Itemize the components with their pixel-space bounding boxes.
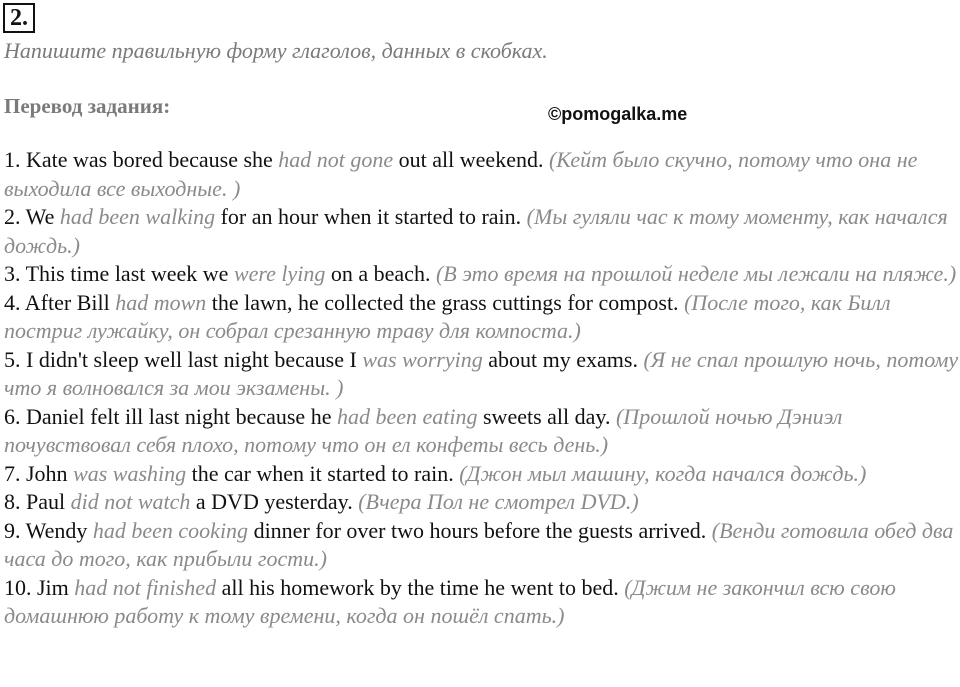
sentence-start: Daniel felt ill last night because he: [26, 403, 337, 429]
item-number: 1.: [4, 147, 21, 172]
russian-translation: (После того, как Билл постриг лужайку, он собрал срезанную траву для компоста.): [4, 289, 891, 343]
sentence-start: This time last week we: [25, 261, 234, 286]
sentence-end: about my exams.: [482, 346, 644, 372]
answer-verb: was worrying: [362, 346, 483, 372]
list-item: [4, 346, 960, 403]
sentence-start: I didn't sleep well last night because I: [26, 346, 363, 372]
item-number: 10.: [4, 574, 32, 600]
answer-verb: had not gone: [278, 147, 394, 172]
russian-translation: (Вчера Пол не смотрел DVD.): [358, 489, 639, 514]
russian-translation: (В это время на прошлой неделе мы лежали на пляже.): [435, 261, 957, 286]
sentence-end: all his homework by the time he went to bed.: [216, 574, 625, 600]
answer-verb: had not finished: [74, 574, 217, 600]
list-item: [4, 146, 960, 203]
item-number: 7.: [4, 460, 21, 486]
list-item: [4, 517, 960, 574]
list-item: [4, 260, 960, 289]
sentence-end: dinner for over two hours before the guests arrived.: [248, 517, 712, 543]
sentence-start: Paul: [26, 489, 71, 514]
russian-translation: (Джим не закончил всю свою домашнюю работу к тому времени, когда он пошёл спать.): [4, 574, 896, 628]
task-number-box: 2.: [3, 3, 35, 33]
sentence-start: Jim: [37, 574, 75, 600]
list-item: [4, 460, 960, 489]
translation-heading: Перевод задания:: [4, 94, 171, 118]
item-number: 9.: [4, 517, 21, 543]
sentence-end: for an hour when it started to rain.: [215, 204, 527, 229]
sentence-start: We: [25, 204, 60, 229]
task-instruction: Напишите правильную форму глаголов, данных в скобках.: [4, 38, 548, 63]
russian-translation: (Я не спал прошлую ночь, потому что я волновался за мои экзамены. ): [4, 346, 959, 400]
russian-translation: (Прошлой ночью Дэниэл почувствовал себя плохо, потому что он ел конфеты весь день.): [4, 403, 843, 457]
item-number: 6.: [4, 403, 21, 429]
sentence-end: on a beach.: [325, 261, 436, 286]
item-number: 5.: [4, 346, 21, 372]
russian-translation: (Мы гуляли час к тому моменту, как начался дождь.): [4, 204, 948, 258]
item-number: 2.: [4, 204, 21, 229]
answer-verb: had been cooking: [92, 517, 249, 543]
list-item: [4, 203, 960, 260]
sentence-start: John: [26, 460, 74, 486]
answer-list: [4, 146, 960, 631]
list-item: [4, 574, 960, 631]
item-number: 8.: [4, 489, 21, 514]
answer-verb: were lying: [233, 261, 326, 286]
sentence-end: out all weekend.: [393, 147, 549, 172]
sentence-end: the car when it started to rain.: [186, 460, 460, 486]
answer-verb: did not watch: [70, 489, 191, 514]
list-item: [4, 403, 960, 460]
russian-translation: (Кейт было скучно, потому что она не выходила все выходные. ): [4, 147, 918, 201]
sentence-end: sweets all day.: [477, 403, 616, 429]
answer-verb: had been eating: [336, 403, 478, 429]
sentence-start: Kate was bored because she: [26, 147, 279, 172]
answer-verb: had been walking: [59, 204, 216, 229]
sentence-start: Wendy: [25, 517, 93, 543]
sentence-end: a DVD yesterday.: [190, 489, 359, 514]
russian-translation: (Джон мыл машину, когда начался дождь.): [459, 460, 867, 486]
answer-verb: was washing: [73, 460, 187, 486]
list-item: [4, 289, 960, 346]
russian-translation: (Венди готовила обед два часа до того, как прибыли гости.): [4, 517, 954, 571]
answer-verb: had mown: [115, 289, 207, 315]
sentence-end: the lawn, he collected the grass cuttings for compost.: [206, 289, 685, 315]
sentence-start: After Bill: [24, 289, 116, 315]
list-item: [4, 488, 960, 517]
item-number: 3.: [4, 261, 21, 286]
item-number: 4.: [4, 289, 21, 315]
site-watermark: ©pomogalka.me: [548, 104, 688, 124]
